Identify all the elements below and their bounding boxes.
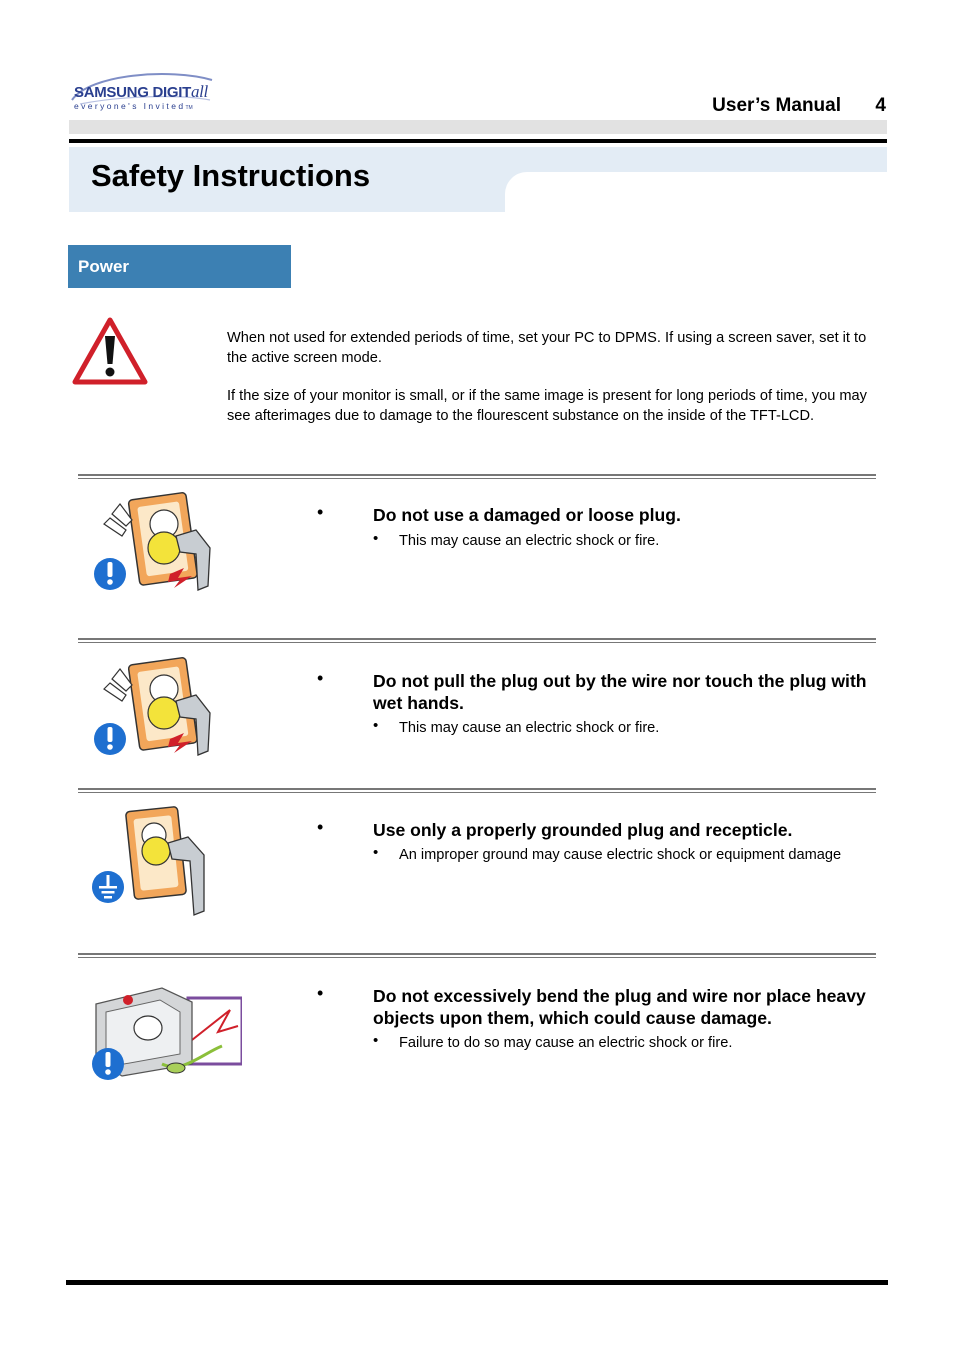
item-heading: Use only a properly grounded plug and recepticle. <box>373 820 793 840</box>
page-title: Safety Instructions <box>91 158 371 193</box>
item-heading: Do not use a damaged or loose plug. <box>373 505 681 525</box>
logo-wordmark <box>74 82 208 102</box>
item-divider <box>78 474 876 479</box>
item-sub-bullet: • <box>373 1032 379 1049</box>
footer-rule <box>66 1280 888 1285</box>
title-band-extension <box>505 147 887 172</box>
item-divider <box>78 788 876 793</box>
item-divider <box>78 638 876 643</box>
item-bullet: • <box>317 502 324 522</box>
logo-wordmark-all: all <box>190 82 208 101</box>
section-label: Power <box>78 257 130 276</box>
intro-paragraph-2: If the size of your monitor is small, or if the same image is present for long periods of time, you may see afterimages due to damage to the flourescent substance on the inside of the TFT-LCD. <box>227 388 867 424</box>
page-number: 4 <box>875 95 886 116</box>
damaged-plug-illustration-icon <box>92 490 242 602</box>
logo-tagline <box>74 101 193 111</box>
item-detail: This may cause an electric shock or fire. <box>399 533 660 549</box>
samsung-digitall-logo <box>70 70 215 116</box>
item-sub-bullet: • <box>373 844 379 861</box>
item-sub-bullet: • <box>373 717 379 734</box>
item-heading: Do not excessively bend the plug and wire nor place heavy objects upon them, which could cause damage. <box>373 986 866 1028</box>
intro-paragraph-1: When not used for extended periods of time, set your PC to DPMS. If using a screen saver, set it to the active screen mode. <box>227 330 867 366</box>
logo-wordmark-main: SAMSUNG DIGIT <box>74 84 191 101</box>
bent-wire-monitor-illustration-icon <box>92 978 242 1090</box>
header-rule <box>69 139 887 143</box>
item-bullet: • <box>317 817 324 837</box>
warning-triangle-icon <box>72 316 148 386</box>
item-detail: Failure to do so may cause an electric shock or fire. <box>399 1035 733 1051</box>
logo-trademark: TM <box>185 105 193 111</box>
item-heading: Do not pull the plug out by the wire nor touch the plug with wet hands. <box>373 671 867 713</box>
item-divider <box>78 953 876 958</box>
item-sub-bullet: • <box>373 530 379 547</box>
grounded-plug-illustration-icon <box>92 805 242 917</box>
logo-tagline-text: everyone's Invited <box>74 101 186 111</box>
doc-title: User’s Manual <box>712 95 841 116</box>
wet-hands-plug-illustration-icon <box>92 655 242 767</box>
item-bullet: • <box>317 983 324 1003</box>
header-grey-bar <box>69 120 887 134</box>
item-detail: An improper ground may cause electric shock or equipment damage <box>399 847 842 863</box>
item-detail: This may cause an electric shock or fire. <box>399 720 660 736</box>
item-bullet: • <box>317 668 324 688</box>
